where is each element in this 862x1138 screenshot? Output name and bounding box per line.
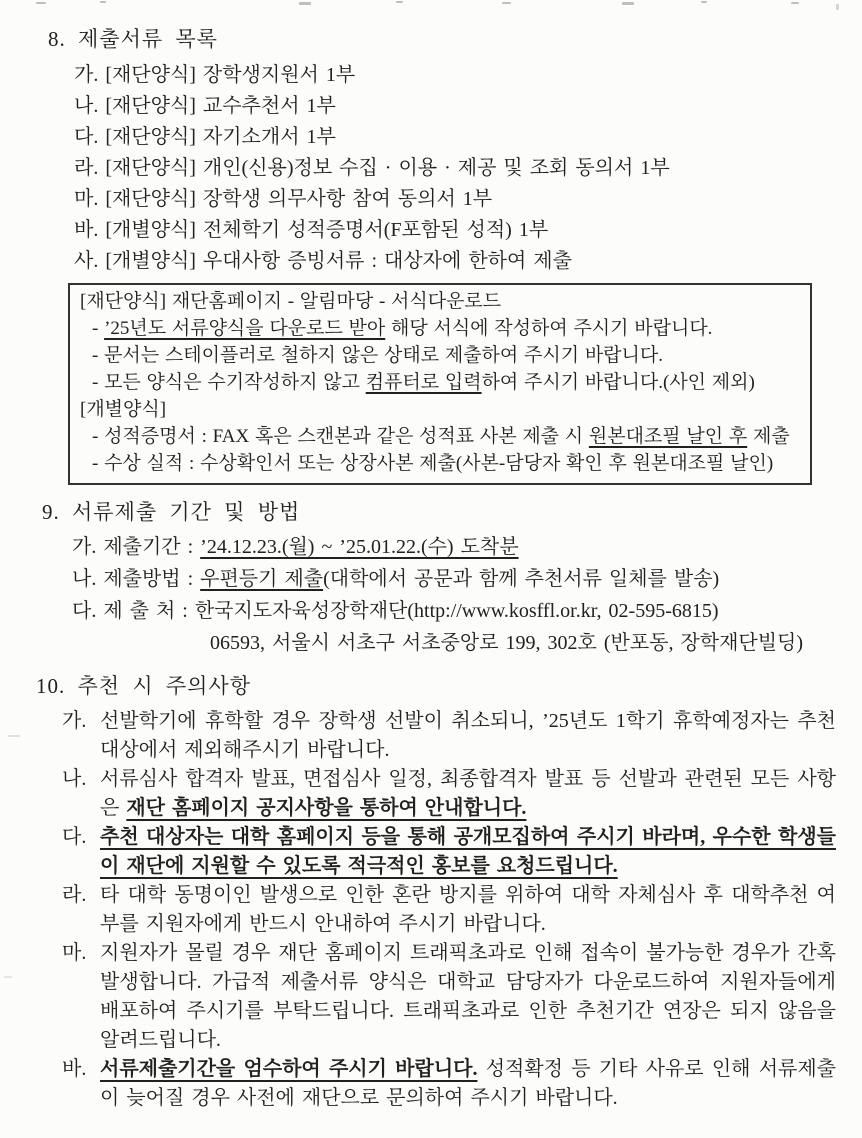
note-line: - 수상 실적 : 수상확인서 또는 상장사본 제출(사본-담당자 확인 후 원본대조필 날인) <box>92 453 774 474</box>
item-text: 선발학기에 휴학할 경우 장학생 선발이 취소되니, ’25년도 1학기 휴학예정자는 추천대상에서 제외해주시기 바랍니다. <box>100 710 836 761</box>
note-text: - 모든 양식은 수기작성하지 않고 <box>92 372 366 393</box>
row-label: 가. 제출기간 : <box>72 536 201 558</box>
row-label: 다. 제 출 처 : <box>72 600 195 622</box>
scan-speck <box>701 1 707 3</box>
submission-method-row <box>72 563 836 595</box>
note-line <box>80 315 800 342</box>
note-text: 하여 주시기 바랍니다.(사인 제외) <box>481 372 755 393</box>
caution-item <box>62 765 836 823</box>
scan-speck <box>396 1 403 3</box>
list-item: 사. [개별양식] 우대사항 증빙서류 : 대상자에 한하여 제출 <box>74 250 572 272</box>
section9-list <box>72 531 836 659</box>
list-item: 나. [재단양식] 교수추천서 1부 <box>74 95 336 117</box>
item-plain-text: 서류심사 합격자 발표, 면접심사 일정, 최종합격자 발표 등 선발과 관련된 모든 사항은 <box>100 768 836 819</box>
note-text: 해당 서식에 작성하여 주시기 바랍니다. <box>385 318 713 339</box>
section10-list <box>62 707 836 1113</box>
scan-speck <box>4 976 12 978</box>
caution-item <box>62 939 836 1055</box>
note-underlined-text: 컴퓨터로 입력 <box>365 372 482 393</box>
note-line <box>80 369 800 396</box>
forms-note-box <box>68 283 812 485</box>
item-emphasized-text: 추천 대상자는 대학 홈페이지 등을 통해 공개모집하여 주시기 바라며, 우수한 학생들이 재단에 지원할 수 있도록 적극적인 홍보를 요청드립니다. <box>100 826 836 877</box>
row-text: (대학에서 공문과 함께 추천서류 일체를 발송) <box>323 568 720 590</box>
note-underlined-text: ’25년도 서류양식을 다운로드 받아 <box>104 318 386 339</box>
scan-speck <box>836 4 839 10</box>
note-underlined-text: 원본대조필 날인 후 <box>588 426 748 447</box>
item-label: 다. <box>62 826 87 848</box>
note-text: 제출 <box>747 426 790 447</box>
section8-heading: 8. 제출서류 목록 <box>48 27 218 51</box>
address-line <box>72 595 836 627</box>
row-label: 나. 제출방법 : <box>72 568 201 590</box>
item-label: 바. <box>62 1058 87 1080</box>
note-line <box>80 423 800 450</box>
item-text <box>100 823 836 881</box>
note-line: [개별양식] <box>80 399 167 420</box>
caution-item <box>62 1055 836 1113</box>
note-line: [재단양식] 재단홈페이지 - 알림마당 - 서식다운로드 <box>80 291 502 312</box>
list-item: 바. [개별양식] 전체학기 성적증명서(F포함된 성적) 1부 <box>74 219 549 241</box>
note-text: - 성적증명서 : FAX 혹은 스캔본과 같은 성적표 사본 제출 시 <box>92 426 589 447</box>
caution-item <box>62 823 836 881</box>
foundation-name-url: 한국지도자육성장학재단(http://www.kosffl.or.kr, 02-595-6815) <box>194 600 719 622</box>
item-label: 마. <box>62 942 87 964</box>
section10-heading: 10. 추천 시 주의사항 <box>36 674 252 698</box>
scan-speck <box>299 2 311 5</box>
item-text <box>100 765 836 823</box>
submission-address-row <box>72 595 836 659</box>
section8-document-list <box>74 60 836 277</box>
list-item: 마. [재단양식] 장학생 의무사항 참여 동의서 1부 <box>74 188 493 210</box>
address-line: 06593, 서울시 서초구 서초중앙로 199, 302호 (반포동, 장학재단빌딩) <box>210 632 804 654</box>
scan-speck <box>36 2 46 4</box>
item-text: 지원자가 몰릴 경우 재단 홈페이지 트래픽초과로 인해 접속이 불가능한 경우가 간혹 발생합니다. 가급적 제출서류 양식은 대학교 담당자가 다운로드하여 지원자들에게 배포하여 주시기를 부탁드립니다. 트래픽초과로 인한 추천기간 연장은 되지 않음을 알려드립니다. <box>100 942 836 1051</box>
item-text <box>100 1055 836 1113</box>
item-plain-text: 성적확정 등 기타 사유로 인해 서류제출이 늦어질 경우 사전에 재단으로 문의하여 주시기 바랍니다. <box>100 1058 836 1109</box>
scan-speck <box>100 1 106 3</box>
caution-item <box>62 707 836 765</box>
list-item: 다. [재단양식] 자기소개서 1부 <box>74 126 336 148</box>
submission-period-value: ’24.12.23.(월) ~ ’25.01.22.(수) 도착분 <box>200 536 519 558</box>
item-emphasized-text: 재단 홈페이지 공지사항을 통하여 안내합니다. <box>126 797 527 819</box>
note-line: - 문서는 스테이플러로 철하지 않은 상태로 제출하여 주시기 바랍니다. <box>92 345 663 366</box>
scan-speck <box>8 735 20 737</box>
item-label: 가. <box>62 710 87 732</box>
section9-heading: 9. 서류제출 기간 및 방법 <box>42 500 301 524</box>
scan-speck <box>502 2 511 4</box>
item-label: 나. <box>62 768 87 790</box>
note-text: - <box>92 318 105 339</box>
submission-period-row <box>72 531 836 563</box>
scan-speck <box>622 2 634 5</box>
item-label: 라. <box>62 884 87 906</box>
list-item: 라. [재단양식] 개인(신용)정보 수집 · 이용 · 제공 및 조회 동의서 1부 <box>74 157 670 179</box>
item-emphasized-text: 서류제출기간을 엄수하여 주시기 바랍니다. <box>100 1058 478 1080</box>
submission-method-value: 우편등기 제출 <box>200 568 324 590</box>
scan-speck <box>791 2 799 4</box>
list-item: 가. [재단양식] 장학생지원서 1부 <box>74 64 356 86</box>
item-text: 타 대학 동명이인 발생으로 인한 혼란 방지를 위하여 대학 자체심사 후 대학추천 여부를 지원자에게 반드시 안내하여 주시기 바랍니다. <box>100 884 836 935</box>
caution-item <box>62 881 836 939</box>
